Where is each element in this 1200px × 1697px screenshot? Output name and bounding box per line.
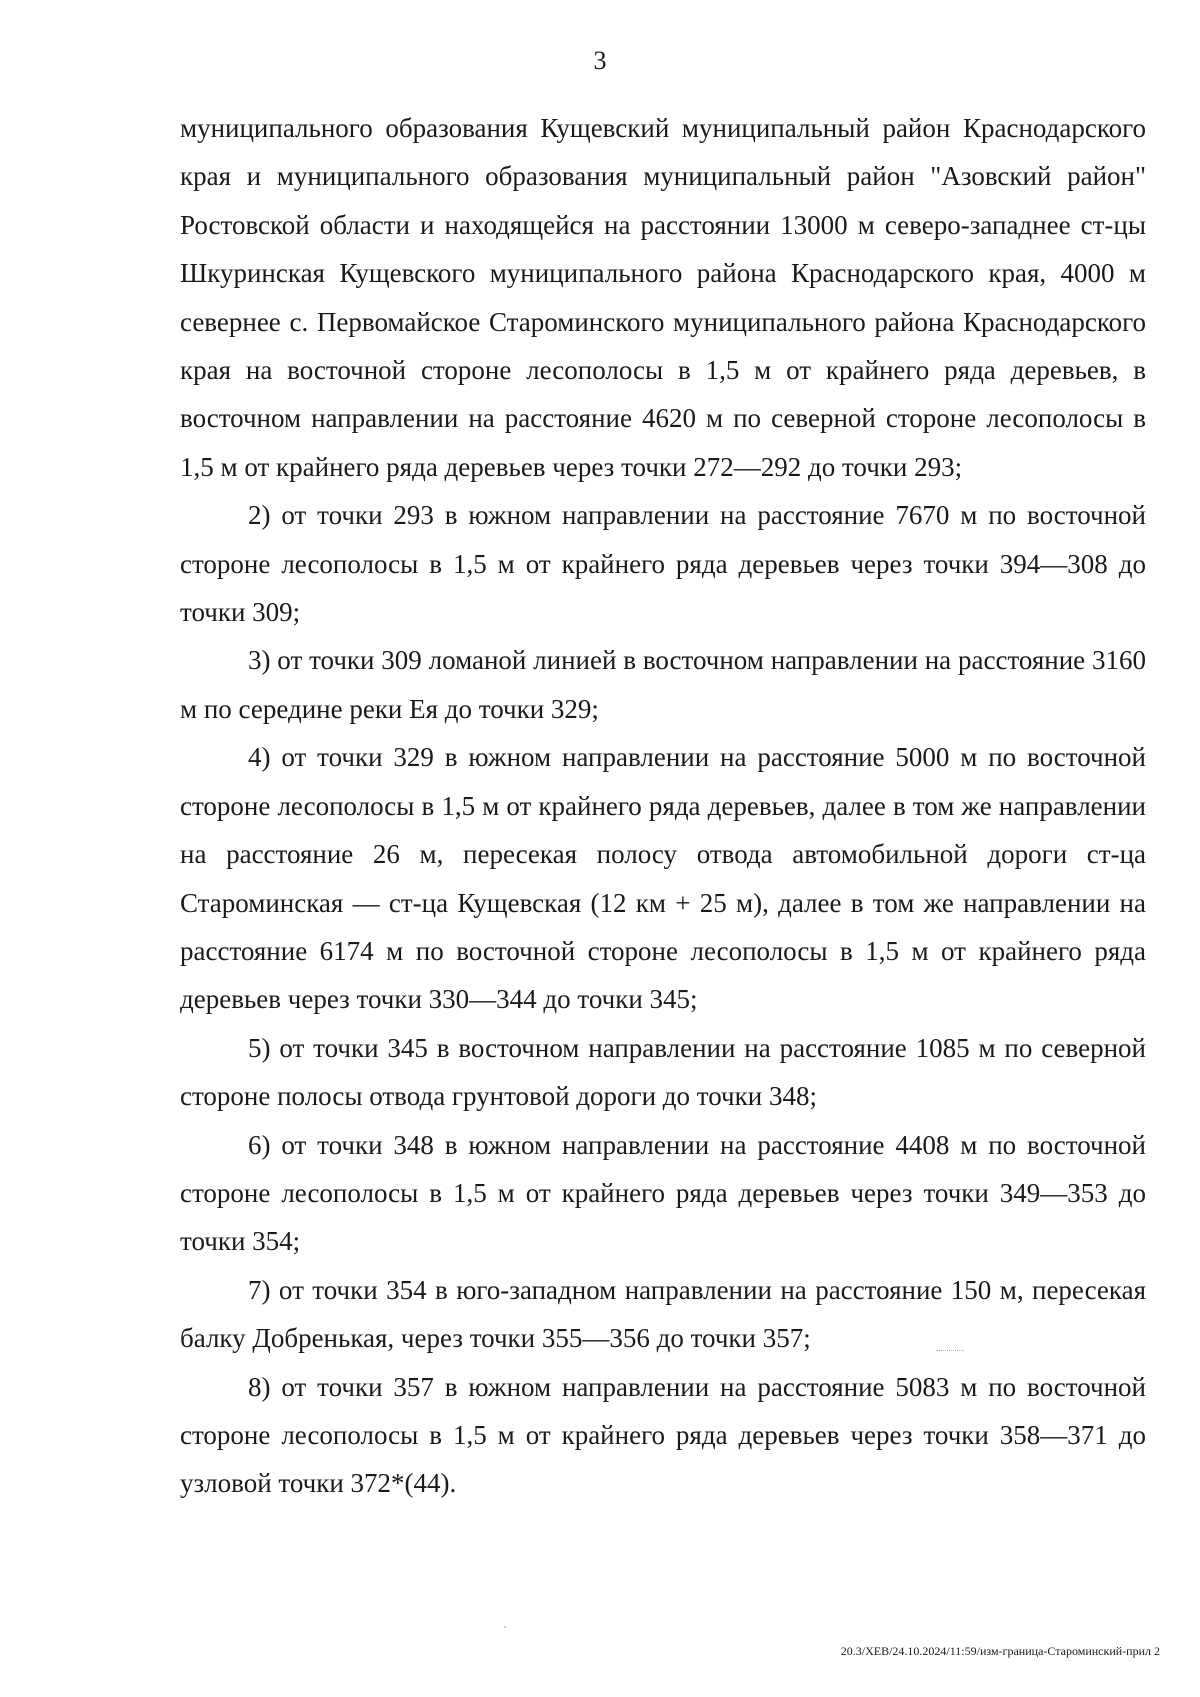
page-number: 3 xyxy=(593,46,607,75)
paragraph-item-8: 8) от точки 357 в южном направлении на расстояние 5083 м по восточной стороне лесополосы в 1,5 м от крайнего ряда деревьев через точки 358—371 до узловой точки 372*(44). xyxy=(180,1371,1146,1499)
document-body xyxy=(180,104,1146,1508)
paragraph-item-4: 4) от точки 329 в южном направлении на расстояние 5000 м по восточной стороне лесополосы в 1,5 м от крайнего ряда деревьев, далее в том же направлении на расстояние 26 м, пересекая полосу отвода автомобильной дороги ст-ца Староминская — ст-ца Кущевская (12 км + 25 м), далее в том же направлении на расстояние 6174 м по восточной стороне лесополосы в 1,5 м от крайнего ряда деревьев через точки 330—344 до точки 345; xyxy=(180,742,1146,1015)
document-footer: 20.3/ХЕВ/24.10.2024/11:59/изм-граница-Староминский-прил 2 xyxy=(840,1644,1160,1658)
paragraph-item-2: 2) от точки 293 в южном направлении на расстояние 7670 м по восточной стороне лесополосы в 1,5 м от крайнего ряда деревьев через точки 394—308 до точки 309; xyxy=(180,500,1146,628)
paragraph-item-6: 6) от точки 348 в южном направлении на расстояние 4408 м по восточной стороне лесополосы в 1,5 м от крайнего ряда деревьев через точки 349—353 до точки 354; xyxy=(180,1129,1146,1257)
scan-artifact xyxy=(936,1350,964,1353)
paragraph-item-5: 5) от точки 345 в восточном направлении на расстояние 1085 м по северной стороне полосы отвода грунтовой дороги до точки 348; xyxy=(180,1032,1146,1112)
paragraph-continuation: муниципального образования Кущевский муниципальный район Краснодарского края и муниципального образования муниципальный район "Азовский район" Ростовской области и находящейся на расстоянии 13000 м северо-западнее ст-цы Шкуринская Кущевского муниципального района Краснодарского края, 4000 м севернее с. Первомайское Староминского муниципального района Краснодарского края на восточной стороне лесополосы в 1,5 м от крайнего ряда деревьев, в восточном направлении на расстояние 4620 м по северной стороне лесополосы в 1,5 м от крайнего ряда деревьев через точки 272—292 до точки 293; xyxy=(180,113,1146,482)
scan-artifact-dot xyxy=(504,1626,506,1628)
paragraph-item-7: 7) от точки 354 в юго-западном направлении на расстояние 150 м, пересекая балку Добренькая, через точки 355—356 до точки 357; xyxy=(180,1274,1146,1354)
paragraph-item-3: 3) от точки 309 ломаной линией в восточном направлении на расстояние 3160 м по середине реки Ея до точки 329; xyxy=(180,645,1146,724)
